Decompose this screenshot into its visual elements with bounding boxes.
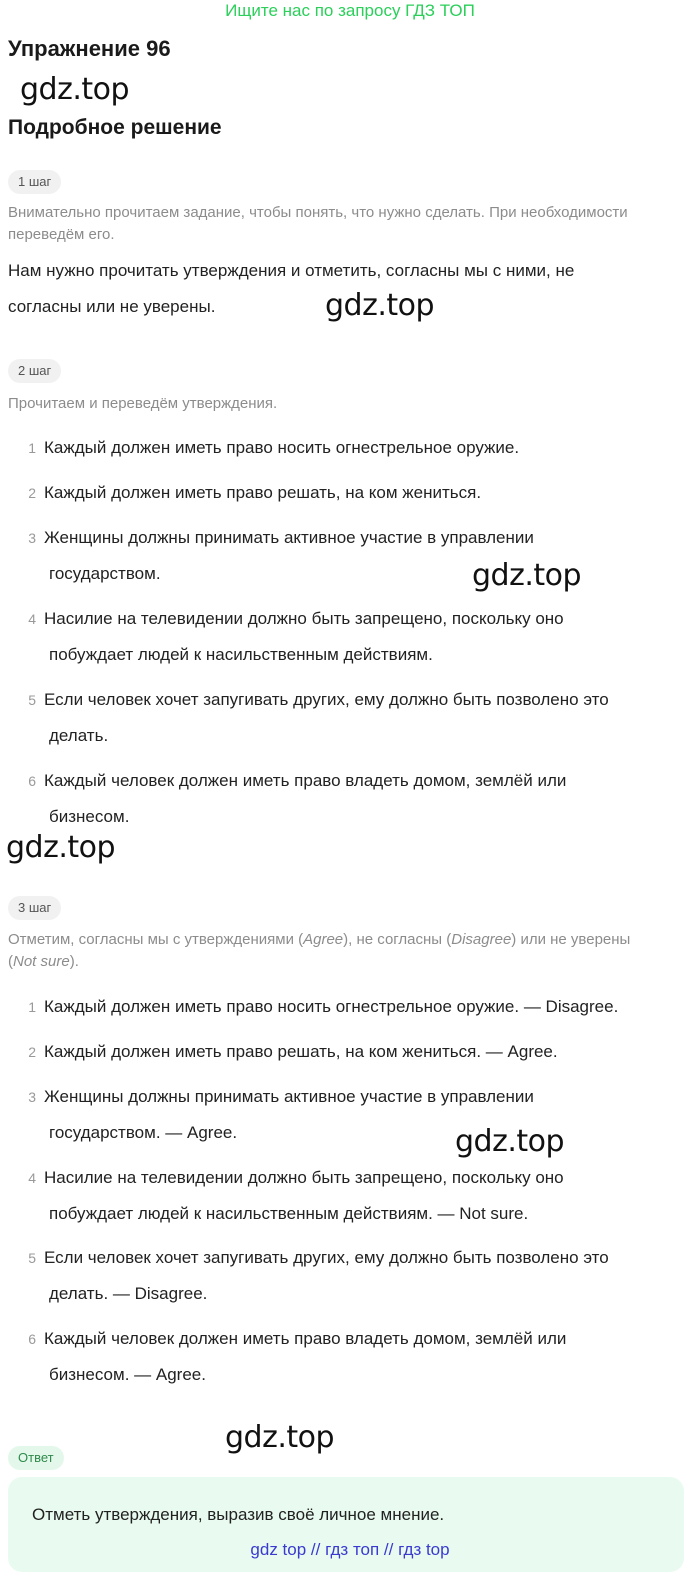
answer-badge: Ответ <box>8 1446 64 1470</box>
item-text: Если человек хочет запугивать других, ему должно быть позволено это <box>44 690 609 709</box>
footer-links[interactable]: gdz top // гдз топ // гдз top <box>250 1540 450 1559</box>
watermark: gdz.top <box>20 72 130 107</box>
step-2-badge: 2 шаг <box>8 359 61 383</box>
item-text: Насилие на телевидении должно быть запрещено, поскольку оно <box>44 609 564 628</box>
item-text-continued: побуждает людей к насильственным действиям. <box>49 645 433 664</box>
watermark: gdz.top <box>455 1124 565 1159</box>
item-text-continued: делать. — Disagree. <box>49 1284 208 1303</box>
item-text: Женщины должны принимать активное участие в управлении <box>44 528 534 547</box>
item-text: Каждый должен иметь право носить огнестрельное оружие. — Disagree. <box>44 997 619 1016</box>
item-number: 6 <box>28 773 36 789</box>
item-text: Каждый должен иметь право носить огнестрельное оружие. <box>44 438 520 457</box>
step-3-hint <box>8 929 694 973</box>
step-3-badge: 3 шаг <box>8 896 61 920</box>
hint-text: ( <box>8 953 13 970</box>
item-text-continued: бизнесом. — Agree. <box>49 1365 206 1384</box>
item-text: Каждый должен иметь право решать, на ком жениться. — Agree. <box>44 1042 558 1061</box>
watermark: gdz.top <box>472 558 582 593</box>
hint-text: ). <box>69 953 79 970</box>
item-text: Каждый человек должен иметь право владеть домом, землёй или <box>44 1329 567 1348</box>
item-number: 3 <box>28 1089 36 1105</box>
watermark: gdz.top <box>225 1420 335 1455</box>
search-banner[interactable]: Ищите нас по запросу ГДЗ ТОП <box>225 1 475 20</box>
hint-text: ) или не уверены <box>511 931 631 948</box>
hint-not-sure: Not sure <box>13 953 70 970</box>
item-number: 3 <box>28 530 36 546</box>
item-text: Если человек хочет запугивать других, ему должно быть позволено это <box>44 1248 609 1267</box>
item-number: 1 <box>28 999 36 1015</box>
step-1-text-line-1: Нам нужно прочитать утверждения и отметить, согласны мы с ними, не <box>8 261 575 280</box>
hint-disagree: Disagree <box>451 931 512 948</box>
step-1-badge: 1 шаг <box>8 170 61 194</box>
item-text-continued: побуждает людей к насильственным действиям. — Not sure. <box>49 1204 529 1223</box>
step-1-text-line-2: согласны или не уверены. <box>8 297 216 316</box>
watermark: gdz.top <box>325 288 435 323</box>
item-number: 5 <box>28 692 36 708</box>
item-text-continued: государством. <box>49 564 161 583</box>
step-1-hint: Внимательно прочитаем задание, чтобы понять, что нужно сделать. При необходимости переведём его. <box>8 204 628 243</box>
item-number: 4 <box>28 611 36 627</box>
item-text-continued: государством. — Agree. <box>49 1123 238 1142</box>
item-text-continued: делать. <box>49 726 109 745</box>
item-text: Каждый человек должен иметь право владеть домом, землёй или <box>44 771 567 790</box>
item-text: Насилие на телевидении должно быть запрещено, поскольку оно <box>44 1168 564 1187</box>
page-title: Упражнение 96 <box>8 36 171 61</box>
item-number: 6 <box>28 1331 36 1347</box>
item-number: 2 <box>28 485 36 501</box>
item-number: 2 <box>28 1044 36 1060</box>
answer-text: Отметь утверждения, выразив своё личное мнение. <box>32 1505 445 1524</box>
item-number: 4 <box>28 1170 36 1186</box>
hint-text: ), не согласны ( <box>343 931 452 948</box>
item-text: Каждый должен иметь право решать, на ком жениться. <box>44 483 482 502</box>
item-text: Женщины должны принимать активное участие в управлении <box>44 1087 534 1106</box>
item-text-continued: бизнесом. <box>49 807 130 826</box>
watermark: gdz.top <box>6 830 116 865</box>
solution-heading: Подробное решение <box>8 116 222 139</box>
step-2-hint: Прочитаем и переведём утверждения. <box>8 395 278 412</box>
item-number: 5 <box>28 1250 36 1266</box>
hint-text: Отметим, согласны мы с утверждениями ( <box>8 931 304 948</box>
item-number: 1 <box>28 440 36 456</box>
hint-agree: Agree <box>303 931 344 948</box>
